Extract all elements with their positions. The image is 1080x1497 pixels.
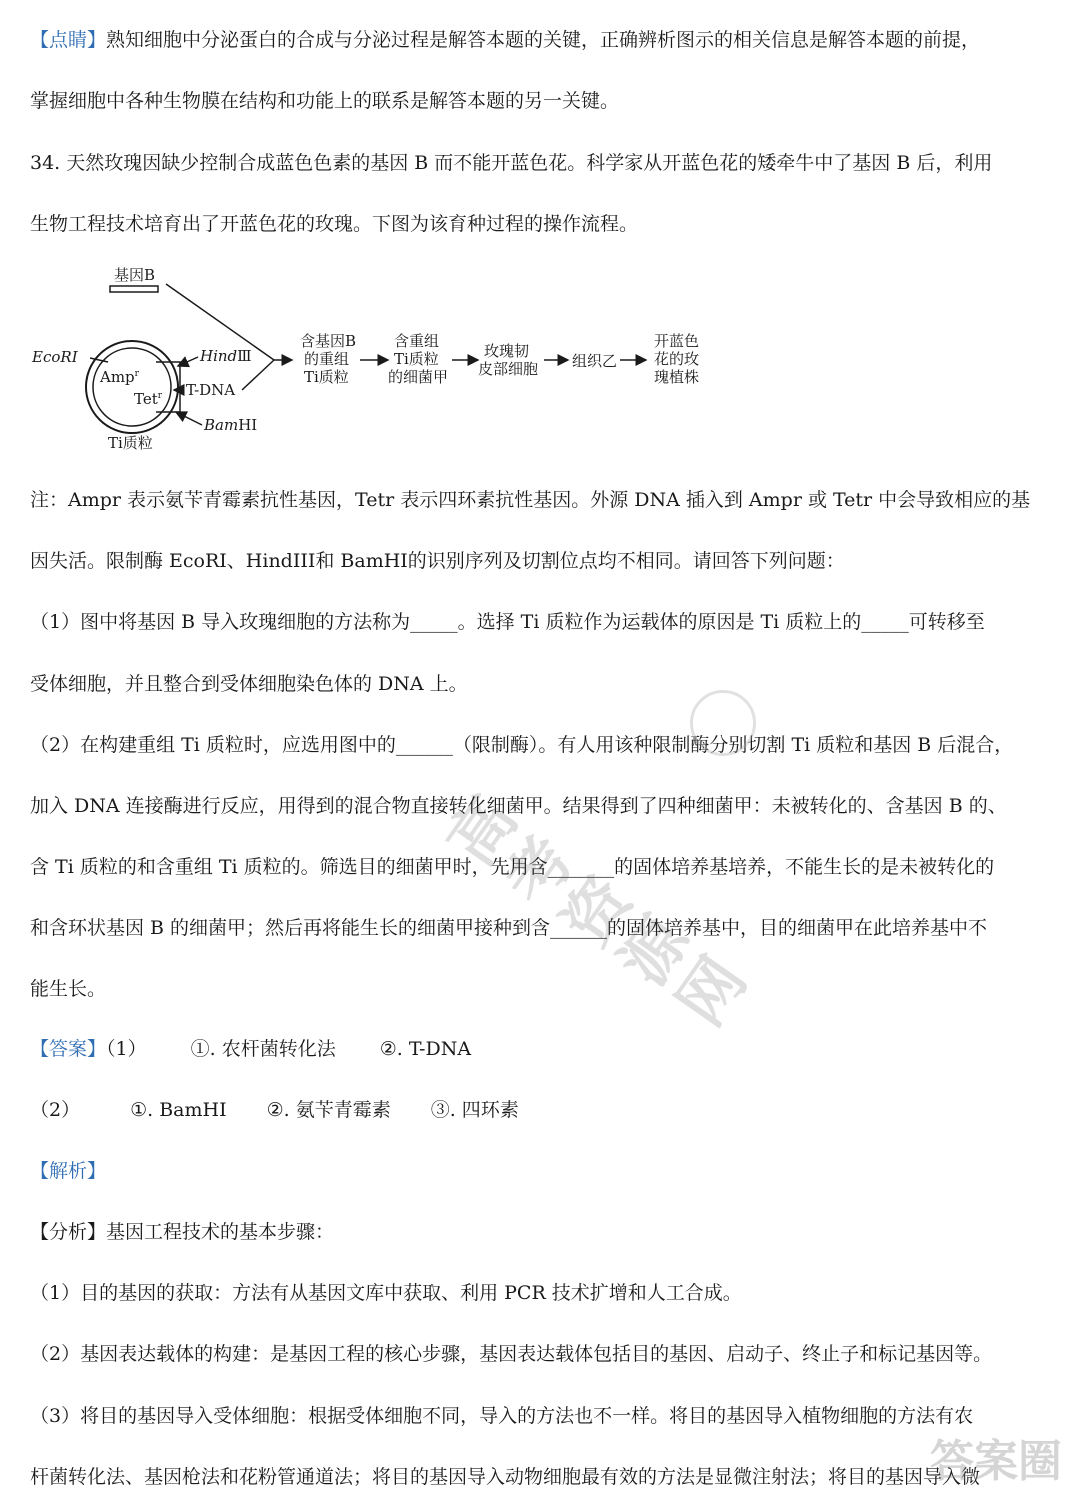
step2-line1: 含重组 [394, 332, 440, 350]
step5-line2: 花的玫 [654, 350, 700, 368]
answer-line-1 [30, 1037, 1054, 1061]
note-line-2: 因失活。限制酶 EcoRI、HindIII和 BamHI的识别序列及切割位点均不相同。请回答下列问题： [30, 550, 845, 572]
answer-1b: ②. T-DNA [379, 1038, 472, 1060]
watermark-char-3: 资 [548, 863, 647, 959]
jiexi-tag: 【解析】 [30, 1160, 107, 1182]
corner-watermark: 答案圈 [930, 1436, 1062, 1487]
ecori-label: EcoRⅠ [32, 348, 78, 366]
tdna-box [156, 362, 180, 412]
ti-plasmid-outer [86, 341, 178, 433]
step1-line3: Ti质粒 [304, 368, 349, 386]
jiexi-line [30, 1159, 1054, 1183]
answer-1a: ①. 农杆菌转化法 [190, 1038, 336, 1060]
step2-line3: 的细菌甲 [388, 368, 449, 386]
question-34-line-2: 生物工程技术培育出了开蓝色花的玫瑰。下图为该育种过程的操作流程。 [30, 213, 639, 235]
q2-line-3: 含 Ti 质粒的和含重组 Ti 质粒的。筛选目的细菌甲时，先用含_______的固体培养基培养，不能生长的是未被转化的 [30, 856, 995, 878]
watermark-char-5: 网 [663, 943, 762, 1040]
step2-line2: Ti质粒 [394, 350, 439, 368]
fenxi-text: 基因工程技术的基本步骤： [106, 1221, 335, 1243]
q2-line-1: （2）在构建重组 Ti 质粒时，应选用图中的______（限制酶）。有人用该种限制酶分别切割 Ti 质粒和基因 B 后混合， [30, 734, 1014, 756]
dianjing-tag: 【点睛】 [30, 29, 107, 51]
gene-b-bar [110, 286, 158, 292]
flow-diagram [28, 262, 728, 462]
step5-line3: 瑰植株 [654, 368, 700, 386]
step5-line1: 开蓝色 [654, 332, 700, 350]
step1-line2: 的重组 [304, 350, 350, 368]
watermark-seal [690, 690, 756, 756]
step1-line1: 含基因B [300, 332, 357, 350]
watermark-char-1: 高 [433, 783, 532, 879]
q2-line-5: 能生长。 [30, 978, 107, 1000]
step4-label: 组织乙 [572, 352, 618, 370]
answer-2-number: （2） [30, 1099, 81, 1121]
answer-2b: ②. 氨苄青霉素 [266, 1099, 391, 1121]
ti-plasmid-inner [93, 348, 171, 426]
hindiii-label: HindⅢ [200, 347, 252, 365]
step3-line2: 皮部细胞 [478, 360, 539, 378]
step3-line1: 玫瑰韧 [484, 342, 530, 360]
dianjing-text-1: 熟知细胞中分泌蛋白的合成与分泌过程是解答本题的关键，正确辨析图示的相关信息是解答本题的前提， [106, 29, 981, 51]
step-2-line: （2）基因表达载体的构建：是基因工程的核心步骤，基因表达载体包括目的基因、启动子、终止子和标记基因等。 [30, 1343, 993, 1365]
watermark-char-4: 源 [605, 903, 704, 1000]
question-34-line-1: 34. 天然玫瑰因缺少控制合成蓝色色素的基因 B 而不能开蓝色花。科学家从开蓝色花的矮牵牛中了基因 B 后，利用 [30, 152, 993, 174]
q2-line-2: 加入 DNA 连接酶进行反应，用得到的混合物直接转化细菌甲。结果得到了四种细菌甲：未被转化的、含基因 B 的、 [30, 795, 1007, 817]
q1-line-2: 受体细胞，并且整合到受体细胞染色体的 DNA 上。 [30, 673, 468, 695]
tetr-label: Tet$^r$ [134, 390, 163, 408]
watermark-char-2: 考 [491, 823, 590, 919]
step-1-line: （1）目的基因的获取：方法有从基因文库中获取、利用 PCR 技术扩增和人工合成。 [30, 1282, 742, 1304]
step-3-line: （3）将目的基因导入受体细胞：根据受体细胞不同，导入的方法也不一样。将目的基因导入植物细胞的方法有农 [30, 1405, 974, 1427]
answer-1-number: （1） [106, 1038, 147, 1060]
dianjing-line-2: 掌握细胞中各种生物膜在结构和功能上的联系是解答本题的另一关键。 [30, 90, 620, 112]
answer-2c: ③. 四环素 [430, 1099, 519, 1121]
q1-line-1: （1）图中将基因 B 导入玫瑰细胞的方法称为_____。选择 Ti 质粒作为运载体的原因是 Ti 质粒上的_____可转移至 [30, 611, 985, 633]
ampr-label: Amp$^r$ [100, 368, 139, 386]
bamhi-label: BamHⅠ [204, 416, 258, 434]
gene-b-label: 基因B [114, 266, 156, 284]
tdna-label: T-DNA [186, 381, 236, 399]
fenxi-tag: 【分析】 [30, 1221, 107, 1243]
note-line-1: 注：Ampr 表示氨苄青霉素抗性基因，Tetr 表示四环素抗性基因。外源 DNA 插入到 Ampr 或 Tetr 中会导致相应的基 [30, 489, 1031, 511]
step-4-line: 杆菌转化法、基因枪法和花粉管通道法；将目的基因导入动物细胞最有效的方法是显微注射法；将目的基因导入微 [30, 1466, 981, 1488]
ti-plasmid-label: Ti质粒 [108, 434, 153, 452]
dianjing-line-1 [30, 28, 1054, 52]
answer-2a: ①. BamHⅠ [130, 1099, 227, 1121]
q2-line-4: 和含环状基因 B 的细菌甲；然后再将能生长的细菌甲接种到含______的固体培养基中，目的细菌甲在此培养基中不 [30, 917, 988, 939]
answer-line-2 [30, 1098, 1054, 1122]
fenxi-line [30, 1220, 1054, 1244]
answer-tag: 【答案】 [30, 1038, 107, 1060]
